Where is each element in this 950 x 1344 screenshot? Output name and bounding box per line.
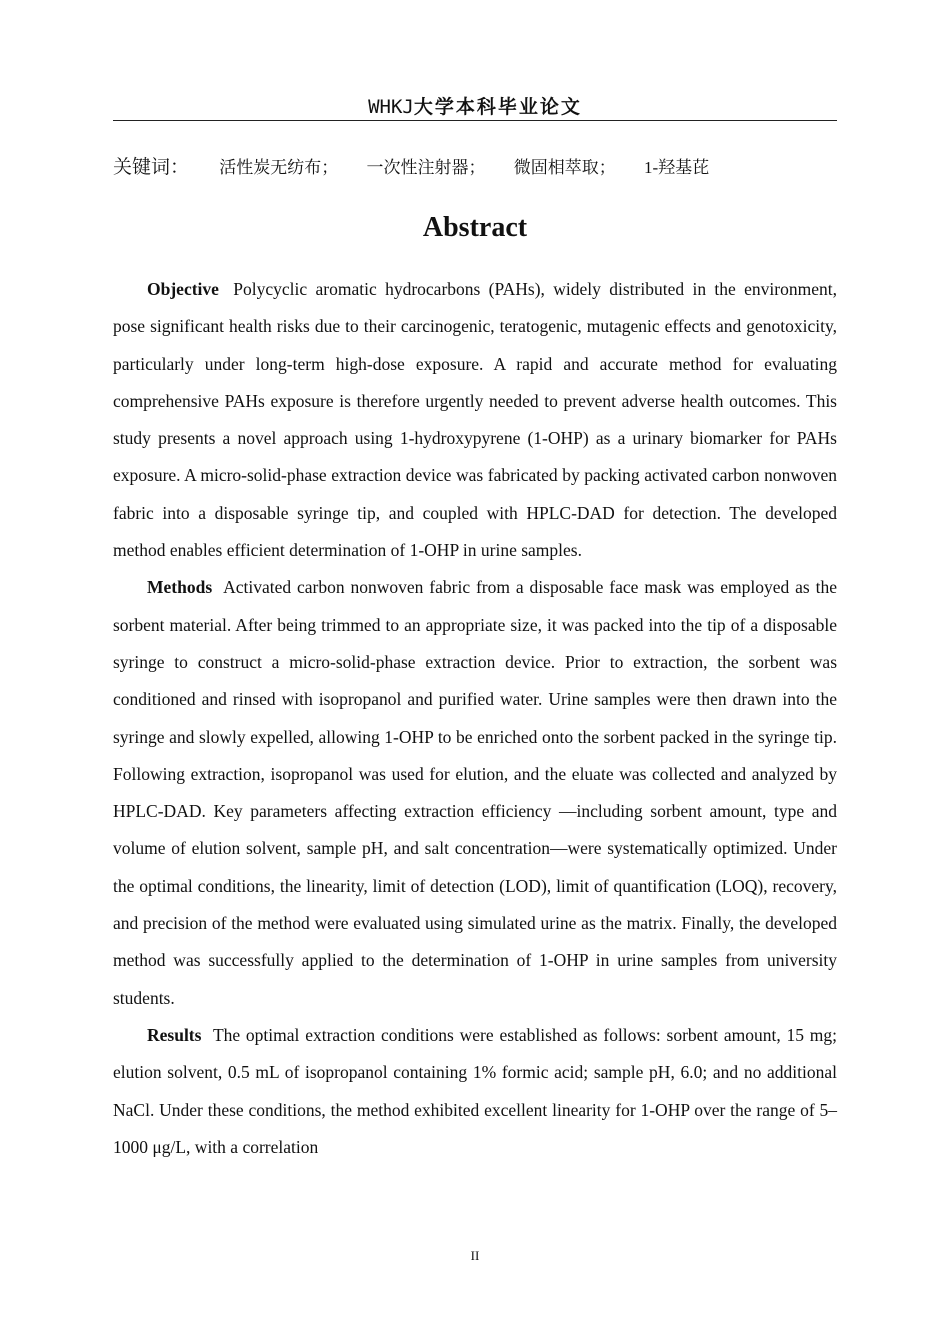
running-header — [113, 92, 837, 121]
keyword-item: 一次性注射器； — [366, 158, 486, 177]
keyword-item: 1-羟基芘 — [644, 158, 710, 177]
paragraph-text-methods: Activated carbon nonwoven fabric from a disposable face mask was employed as the sorbent material. After being trimmed to an appropriate size, it was packed into the tip of a disposable syringe to construct a micro-solid-phase extraction device. Prior to extraction, the sorbent was conditioned and rinsed with isopropanol and purified water. Urine samples were then drawn into the syringe and slowly expelled, allowing 1-OHP to be enriched onto the sorbent packed in the syringe tip. Following extraction, isopropanol was used for elution, and the eluate was collected and analyzed by HPLC-DAD. Key parameters affecting extraction efficiency —including sorbent amount, type and volume of elution solvent, sample pH, and salt concentration—were systematically optimized. Under the optimal conditions, the linearity, limit of detection (LOD), limit of quantification (LOQ), recovery, and precision of the method were evaluated using simulated urine as the matrix. Finally, the developed method was successfully applied to the determination of 1-OHP in urine samples from university students. — [113, 577, 837, 1008]
keyword-item: 活性炭无纺布； — [219, 158, 339, 177]
abstract-paragraph-methods — [113, 569, 837, 1017]
keyword-item: 微固相萃取； — [513, 158, 616, 177]
abstract-body — [113, 271, 837, 1166]
abstract-heading: Abstract — [422, 212, 528, 243]
paragraph-lead-results: Results — [147, 1024, 202, 1045]
abstract-paragraph-results — [113, 1017, 837, 1166]
keywords-line — [113, 152, 837, 182]
paragraph-text-objective: Polycyclic aromatic hydrocarbons (PAHs), widely distributed in the environment, pose significant health risks due to their carcinogenic, teratogenic, mutagenic effects and genotoxicity, particularly under long-term high-dose exposure. A rapid and accurate method for evaluating comprehensive PAHs exposure is therefore urgently needed to prevent adverse health outcomes. This study presents a novel approach using 1-hydroxypyrene (1-OHP) as a urinary biomarker for PAHs exposure. A micro-solid-phase extraction device was fabricated by packing activated carbon nonwoven fabric into a disposable syringe tip, and coupled with HPLC-DAD for detection. The developed method enables efficient determination of 1-OHP in urine samples. — [113, 279, 837, 561]
paragraph-lead-objective: Objective — [147, 279, 219, 299]
abstract-paragraph-objective — [113, 271, 837, 569]
page-number: II — [470, 1248, 480, 1263]
header-thesis-title: 大学本科毕业论文 — [413, 96, 582, 118]
paragraph-lead-methods: Methods — [147, 577, 213, 598]
header-institution-code: WHKJ — [368, 96, 414, 118]
paragraph-text-results: The optimal extraction conditions were established as follows: sorbent amount, 15 mg; elution solvent, 0.5 mL of isopropanol containing 1% formic acid; sample pH, 6.0; and no additional NaCl. Under these conditions, the method exhibited excellent linearity for 1-OHP over the range of 5–1000 μg/L, with a correlation — [113, 1024, 838, 1157]
keywords-label: 关键词： — [113, 156, 190, 178]
